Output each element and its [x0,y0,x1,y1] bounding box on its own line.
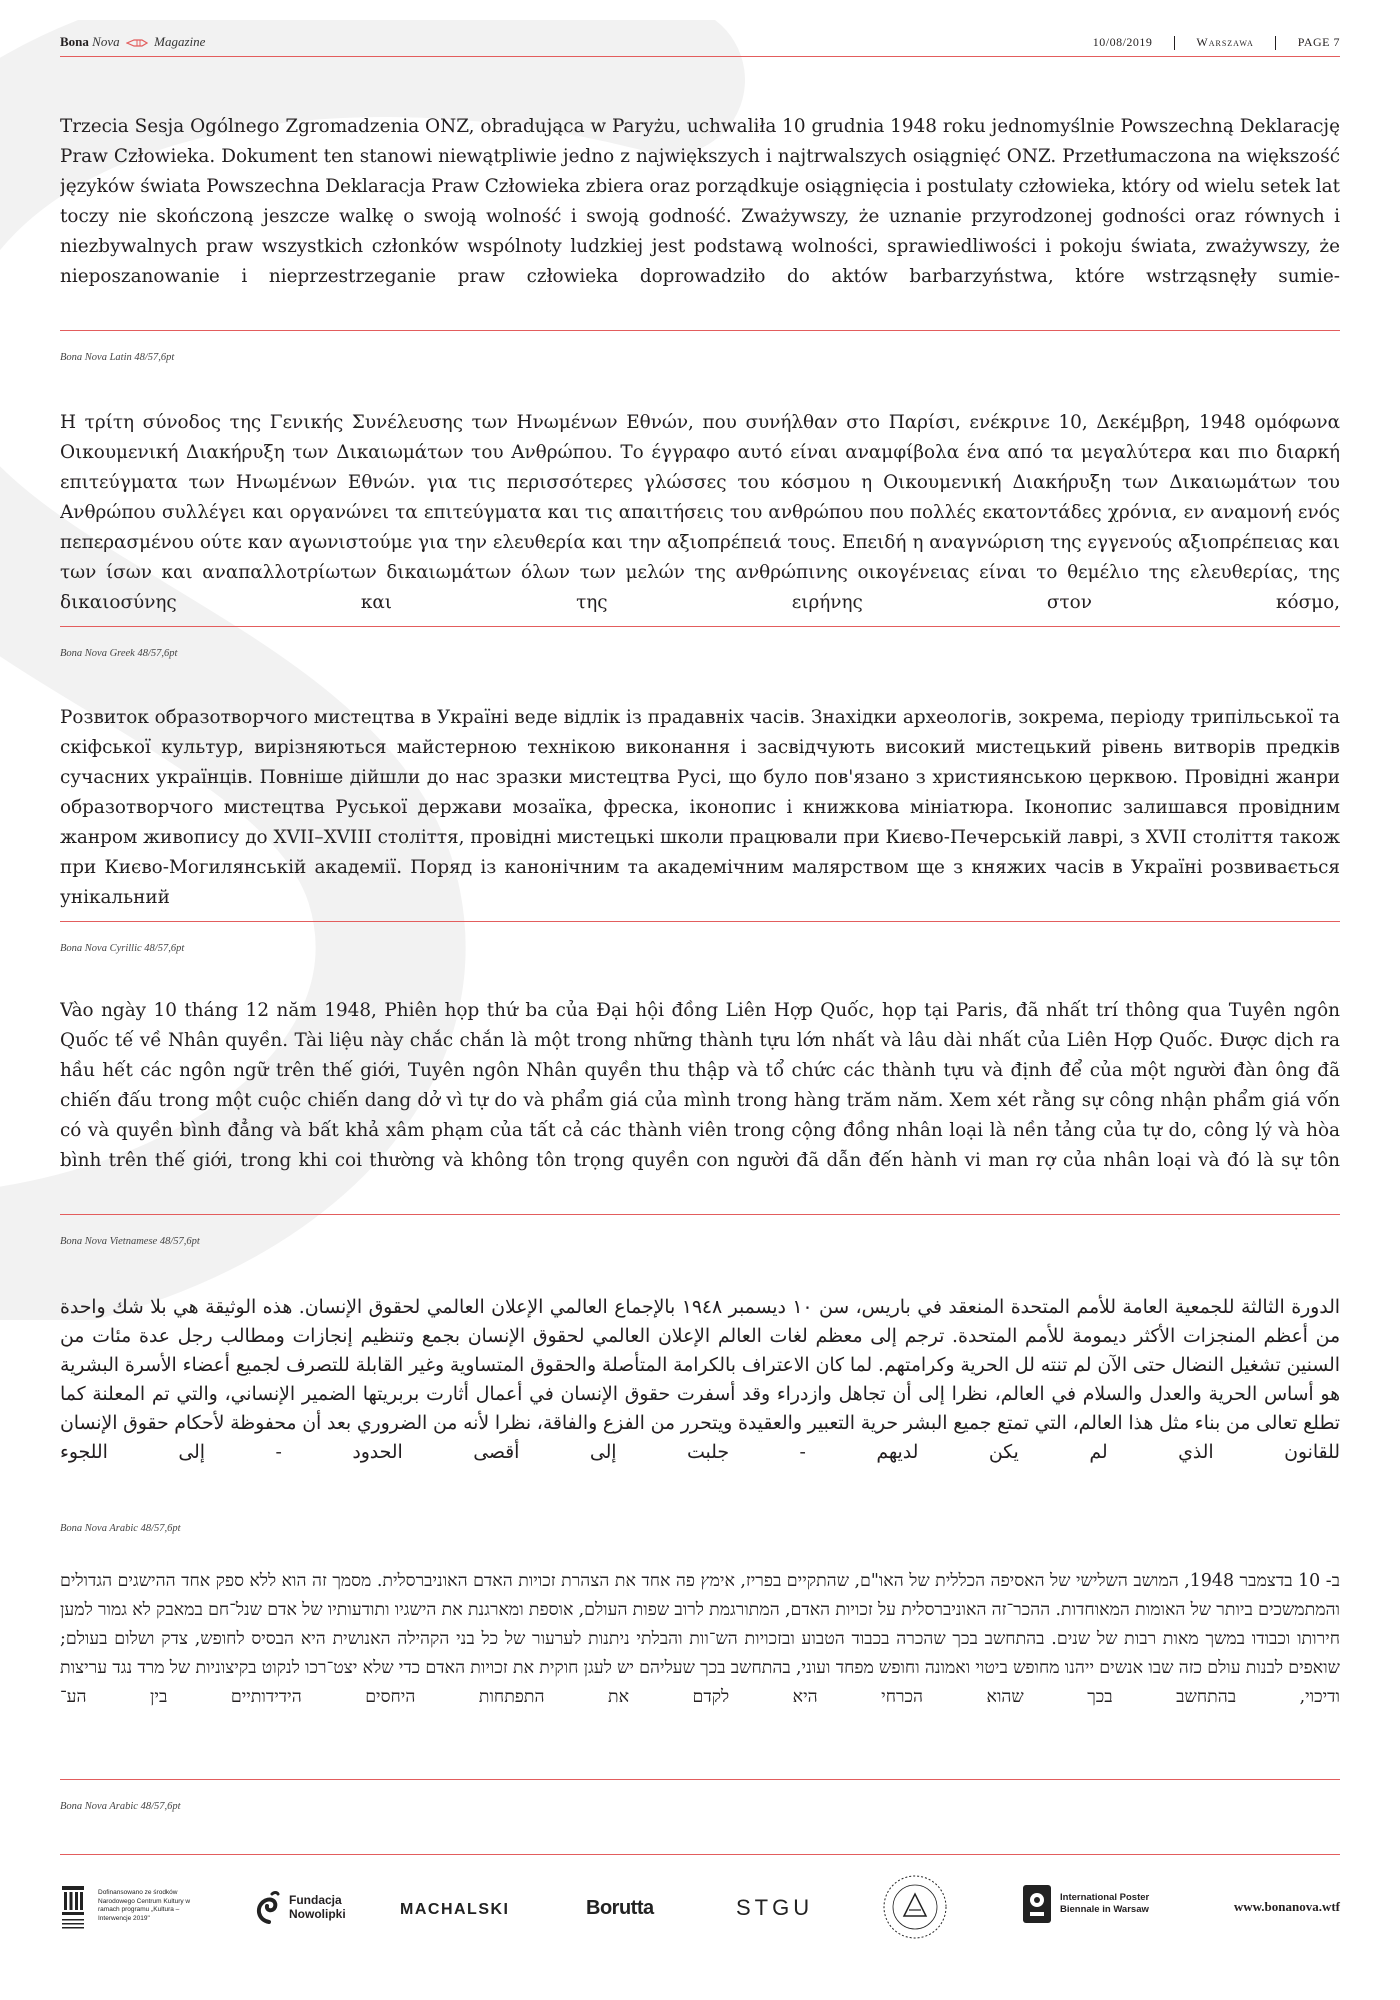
magazine-brand [60,33,205,51]
specimen-rule [60,1779,1340,1780]
specimen-text-latin: Trzecia Sesja Ogólnego Zgromadzenia ONZ, obradująca w Paryżu, uchwaliła 10 grudnia 1948 roku jednomyślnie Powszechną Deklarację Praw Człowieka. Dokument ten stanowi niewątpliwie jedno z największych i najtrwalszych osiągnięć ONZ. Przetłumaczona na większość języków świata Powszechna Deklaracja Praw Człowieka zbiera oraz porządkuje osiągnięcia i postulaty człowieka, który od wielu setek lat toczy nie skończoną jeszcze walkę o swoją wolność i swoją godność. Zważywszy, że uznanie przyrodzonej godności oraz równych i niezbywalnych praw wszystkich członków wspólnoty ludzkiej jest podstawą wolności, sprawiedliwości i pokoju świata, zważywszy, że nieposzanowanie i nieprzestrzeganie praw człowieka doprowadziło do aktów barbarzyństwa, które wstrząsnęły sumie- [60,116,1340,287]
fundacja-line1: Fundacja [289,1893,342,1907]
specimen-rule [60,1214,1340,1215]
issue-date: 10/08/2019 [1092,35,1153,49]
specimen-rule [60,626,1340,627]
logo-machalski: MACHALSKI [400,1901,510,1918]
meta-divider [1275,36,1276,50]
logo-nck [60,1880,213,1932]
nck-building-icon [60,1880,86,1932]
specimen-text-hebrew: ב- 10 בדצמבר 1948, המושב השלישי של האסיפה הכללית של האו"ם, שהתקיים בפריז, אימץ פה אחד את הצהרת זכויות האדם האוניברסלית. מסמך זה הוא ללא ספק אחד ההישגים הגדולים והמתמשכים ביותר של האומות המאוחדות. ההכר־זה האוניברסלית על זכויות האדם, המתורגמת לרוב שפות העולם, אוספת ומארגנת את הישגיו ותודעותיו של אדם שנל־חם במאבק לא גמור למען חירותו וכבודו במשך מאות רבות של שנים. בהתחשב בכך שהכרה בכבוד הטבוע ובזכויות הש־וות והבלתי ניתנות לערעור של כל בני הקהילה האנושית היא הבסיס לחופש, צדק ושלום בעולם; שואפים לבנות עולם כזה שבו אנשים ייהנו מחופש ביטוי ואמונה וחופש מפחד ועוני, בהתחשב בכך שעליהם יש לעגן חוקית את זכויות האדם כדי שלא יצט־רכו לנקוט בקיצוניות של מרד נגד עריצות ודיכוי, בהתחשב בכך שהוא הכרחי היא לקדם את התפתחות היחסים הידידותיים בין הע־ [60,1571,1340,1707]
hand-pointer-icon [126,38,148,48]
specimen-block-greek [60,408,1340,659]
logo-stgu: STGU [736,1895,814,1920]
logo-fundacja-nowolipki [255,1890,346,1924]
logo-borutta: Borutta [586,1897,654,1919]
specimen-block-vietnamese [60,996,1340,1247]
fundacja-swirl-icon [255,1890,283,1924]
brand-italic: Nova [92,34,120,49]
specimen-block-cyrillic [60,703,1340,954]
specimen-caption-vietnamese: Bona Nova Vietnamese 48/57,6pt [60,1236,200,1247]
specimen-text-vietnamese: Vào ngày 10 tháng 12 năm 1948, Phiên họp thứ ba của Đại hội đồng Liên Hợp Quốc, họp tại Paris, đã nhất trí thông qua Tuyên ngôn Quốc tế về Nhân quyền. Tài liệu này chắc chắn là một trong những thành tựu lớn nhất và lâu dài nhất của Liên Hợp Quốc. Được dịch ra hầu hết các ngôn ngữ trên thế giới, Tuyên ngôn Nhân quyền thu thập và tổ chức các thành tựu và định để của một người đàn ông đã chiến đấu trong một cuộc chiến dang dở vì tự do và phẩm giá của mình trong hàng trăm năm. Xem xét rằng sự công nhận phẩm giá vốn có và quyền bình đẳng và bất khả xâm phạm của tất cả các thành viên trong cộng đồng nhân loại là nền tảng của tự do, công lý và hòa bình trên thế giới, trong khi coi thường và không tôn trọng quyền con người đã dẫn đến hành vi man rợ của nhân loại và đó là sự tôn [60,1000,1340,1171]
footer-rule [60,1854,1340,1855]
header-rule [60,56,1340,57]
specimen-text-greek: Η τρίτη σύνοδος της Γενικής Συνέλευσης των Ηνωμένων Εθνών, που συνήλθαν στο Παρίσι, ενέκρινε 10, Δεκέμβρη, 1948 ομόφωνα Οικουμενική Διακήρυξη των Δικαιωμάτων του Ανθρώπου. Το έγγραφο αυτό είναι αναμφίβολα ένα από τα μεγαλύτερα και πιο διαρκή επιτεύγματα των Ηνωμένων Εθνών. για τις περισσότερες γλώσσες του κόσμου η Οικουμενική Διακήρυξη των Δικαιωμάτων του Ανθρώπου συλλέγει και οργανώνει τα επιτεύγματα και τις απαιτήσεις του ανθρώπου που πολλές εκατοντάδες χρόνια, εν αναμονή ενός πεπερασμένου ούτε καν αγωνιστούμε για την ελευθερία και την αξιοπρέπειά τους. Επειδή η αναγνώριση της εγγενούς αξιοπρέπειας και των ίσων και αναπαλλοτρίωτων δικαιωμάτων όλων των μελών της ανθρώπινης οικογένειας είναι το θεμέλιο της ελευθερίας, της δικαιοσύνης και της ειρήνης στον κόσμο, [60,412,1340,613]
specimen-caption-arabic: Bona Nova Arabic 48/57,6pt [60,1523,181,1534]
specimen-caption-latin: Bona Nova Latin 48/57,6pt [60,352,175,363]
academy-seal-icon [882,1874,948,1940]
fundacja-wordmark [289,1893,346,1921]
specimen-block-arabic [60,1293,1340,1534]
meta-divider [1174,36,1175,50]
specimen-caption-cyrillic: Bona Nova Cyrillic 48/57,6pt [60,943,185,954]
brand-bold: Bona [60,34,89,49]
issue-city: Warszawa [1196,35,1254,49]
logo-academy-seal [882,1874,948,1940]
specimen-caption-hebrew: Bona Nova Arabic 48/57,6pt [60,1801,181,1812]
specimen-text-arabic: الدورة الثالثة للجمعية العامة للأمم المتحدة المنعقد في باريس، سن ١٠ ديسمبر ١٩٤٨ بالإجماع العالمي الإعلان العالمي لحقوق الإنسان. هذه الوثيقة هي بلا شك واحدة من أعظم المنجزات الأكثر ديمومة للأمم المتحدة. ترجم إلى معظم لغات العالم الإعلان العالمي لحقوق الإنسان بجمع وتنظيم إنجازات ومطالب رجل عدة مئات من السنين تشغيل النضال حتى الآن لم تنته لل الحرية وكرامتهم. لما كان الاعتراف بالكرامة المتأصلة والحقوق المتساوية وغير القابلة للتصرف لجميع أعضاء الأسرة البشرية هو أساس الحرية والعدل والسلام في العالم، نظرا إلى أن تجاهل وازدراء وقد أسفرت حقوق الإنسان في أعمال أثارت بربريتها الضمير الإنساني، والتي تم المعلنة كما تطلع تعالى من بناء مثل هذا العالم، التي تمتع جميع البشر حرية التعبير والعقيدة ويتحرر من الفزع والفاقة، نظرا لأنه من الضروري بعد أن محفوظة لأحكام حقوق الإنسان للقانون الذي لم يكن لديهم - جلبت إلى أقصى الحدود - إلى اللجوء [60,1297,1340,1463]
logo-poster-biennale [1022,1884,1149,1924]
specimen-rule [60,921,1340,922]
biennale-mark-icon [1022,1884,1052,1924]
brand-magazine: Magazine [154,34,206,49]
nck-funding-note: Dofinansowano ze środków Narodowego Centrum Kultury w ramach programu „Kultura – Interwencje 2019" [98,1889,191,1922]
fundacja-line2: Nowolipki [289,1907,346,1921]
biennale-line1: International Poster [1060,1892,1150,1903]
specimen-rule [60,330,1340,331]
specimen-block-hebrew [60,1567,1340,1812]
biennale-line2: Biennale in Warsaw [1060,1904,1149,1915]
biennale-wordmark [1060,1892,1149,1916]
specimen-caption-greek: Bona Nova Greek 48/57,6pt [60,648,178,659]
specimen-block-latin [60,112,1340,363]
sponsor-footer [60,1870,1340,1960]
page-number: PAGE 7 [1297,35,1340,49]
specimen-text-cyrillic: Розвиток образотворчого мистецтва в Україні веде відлік із прадавніх часів. Знахідки археологів, зокрема, періоду трипільської та скіфської культур, вирізняються майстерною технікою виконання і засвідчують високий мистецький рівень витворів предків сучасних українців. Повніше дійшли до нас зразки мистецтва Русі, що було пов'язано з християнською церквою. Провідні жанри образотворчого мистецтва Руської держави мозаїка, фреска, іконопис і книжкова мініатюра. Іконопис залишався провідним жанром живопису до XVII–XVIII століття, провідні мистецькі школи працювали при Києво-Печерській лаврі, з XVII століття також при Києво-Могилянській академії. Поряд із канонічним та академічним малярством ще з княжих часів в Україні розвивається унікальний [60,707,1340,908]
issue-meta [1093,33,1340,51]
website-link[interactable]: www.bonanova.wtf [1233,1899,1340,1914]
